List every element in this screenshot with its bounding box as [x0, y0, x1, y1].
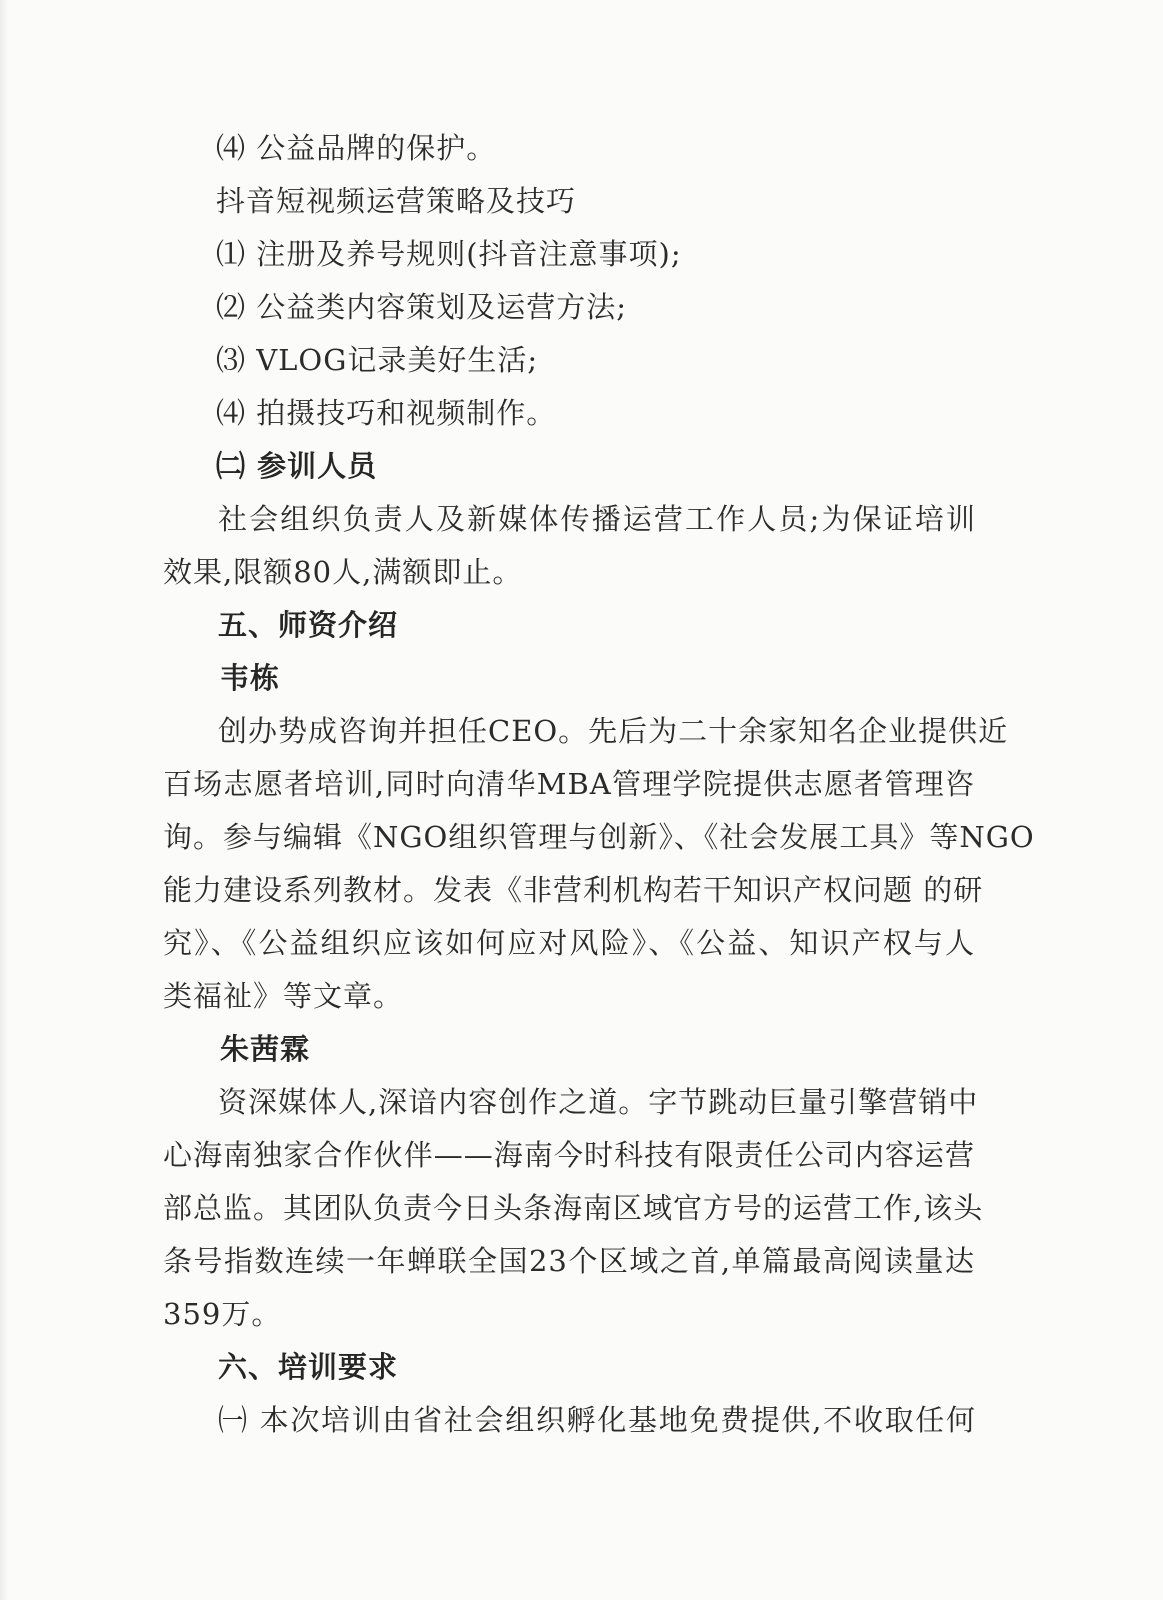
- paragraph-wei-dong-line-5: 究》、《公益组织应该如何应对风险》、《公益、知识产权与人: [163, 926, 975, 960]
- paragraph-trainees-line-2: 效果,限额80人,满额即止。: [163, 555, 523, 589]
- paragraph-wei-dong-line-2: 百场志愿者培训,同时向清华MBA管理学院提供志愿者管理咨: [163, 767, 975, 801]
- paragraph-zhu-qianlin-line-1: 资深媒体人,深谙内容创作之道。字节跳动巨量引擎营销中: [218, 1085, 979, 1119]
- list-item-brand-protection: ⑷ 公益品牌的保护。: [216, 131, 497, 165]
- paragraph-trainees-line-1: 社会组织负责人及新媒体传播运营工作人员;为保证培训: [218, 502, 976, 536]
- list-item-content-planning: ⑵ 公益类内容策划及运营方法;: [216, 290, 627, 324]
- section-heading-trainees: ㈡ 参训人员: [216, 449, 378, 483]
- list-item-filming-skills: ⑷ 拍摄技巧和视频制作。: [216, 396, 557, 430]
- paragraph-wei-dong-line-1: 创办势成咨询并担任CEO。先后为二十余家知名企业提供近: [218, 714, 1009, 748]
- list-item-registration-rules: ⑴ 注册及养号规则(抖音注意事项);: [216, 237, 682, 271]
- paragraph-requirements-line-1: ㈠ 本次培训由省社会组织孵化基地免费提供,不收取任何: [218, 1403, 976, 1437]
- paragraph-zhu-qianlin-line-4: 条号指数连续一年蝉联全国23个区域之首,单篇最高阅读量达: [163, 1244, 975, 1278]
- paragraph-wei-dong-line-6: 类福祉》等文章。: [163, 979, 404, 1013]
- instructor-name-wei-dong: 韦栋: [220, 661, 281, 695]
- section-heading-douyin-strategy: 抖音短视频运营策略及技巧: [216, 184, 577, 218]
- list-item-vlog: ⑶ VLOG记录美好生活;: [216, 343, 539, 377]
- paragraph-zhu-qianlin-line-5: 359万。: [163, 1297, 282, 1331]
- paragraph-wei-dong-line-4: 能力建设系列教材。发表《非营利机构若干知识产权问题 的研: [163, 873, 984, 907]
- paragraph-zhu-qianlin-line-3: 部总监。其团队负责今日头条海南区域官方号的运营工作,该头: [163, 1191, 984, 1225]
- scan-edge-shadow: [0, 0, 8, 1600]
- instructor-name-zhu-qianlin: 朱茜霖: [220, 1032, 311, 1066]
- paragraph-zhu-qianlin-line-2: 心海南独家合作伙伴——海南今时科技有限责任公司内容运营: [163, 1138, 975, 1172]
- section-heading-training-requirements: 六、培训要求: [218, 1350, 399, 1384]
- paragraph-wei-dong-line-3: 询。参与编辑《NGO组织管理与创新》、《社会发展工具》等NGO: [163, 820, 1035, 854]
- section-heading-instructors: 五、师资介绍: [218, 608, 399, 642]
